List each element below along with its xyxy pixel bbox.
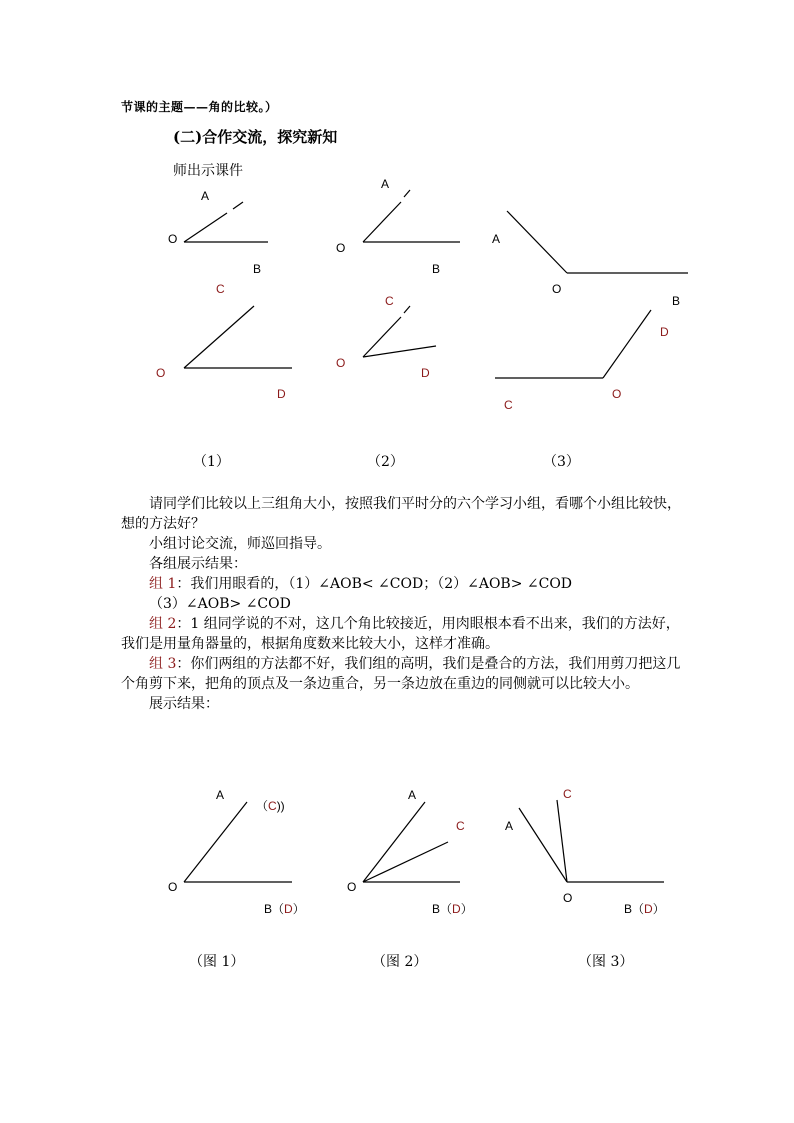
group-3-text: ：你们两组的方法都不好，我们组的高明，我们是叠合的方法，我们用剪刀把这几个角剪下来，把角的顶点及一条边重合，另一条边放在重边的同侧就可以比较大小。: [121, 656, 681, 692]
fig3-label-a: A: [492, 232, 501, 246]
fig-b2-ray-oa: [363, 802, 425, 882]
body-text: [121, 494, 681, 714]
fig-b2-d: D: [452, 902, 461, 916]
fig3-top-ray-oa: [507, 211, 567, 273]
fig2-label-d: D: [421, 366, 430, 380]
fig2-label-a: A: [381, 177, 390, 191]
fig-b1-label-a: A: [216, 788, 225, 802]
fig-b3-bd-close: ）: [652, 902, 665, 916]
top-figures: [0, 0, 794, 480]
fig3-label-c: C: [504, 398, 513, 412]
fig3-bottom-ray-od: [603, 310, 651, 378]
fig2-bottom-ray-oc: [363, 317, 401, 357]
bottom-caption-2: （图 2）: [372, 954, 428, 970]
fig2-top-ray-oa: [363, 202, 401, 242]
fig3-label-o-top: O: [552, 282, 562, 296]
group-2-result: [121, 614, 681, 654]
group-3-result: [121, 654, 681, 694]
fig-b1-label-bd: [264, 902, 305, 916]
fig-b1-b: B（: [264, 902, 285, 916]
fig-b2-bd-close: ）: [460, 902, 473, 916]
top-caption-3: （3）: [543, 454, 580, 470]
paragraph-question: 请同学们比较以上三组角大小，按照我们平时分的六个学习小组，看哪个小组比较快，想的方法好？: [121, 496, 681, 532]
fig-b2-label-a: A: [408, 788, 417, 802]
group-1-result: [121, 574, 681, 594]
fig-b1-close: )): [276, 799, 285, 813]
fig-b1-ray-oa: [184, 802, 247, 882]
fig-b3-d: D: [644, 902, 653, 916]
group-3-label: 组 3: [149, 656, 177, 672]
group-1-result-cont: （3）∠AOB> ∠COD: [149, 596, 291, 612]
bottom-caption-3: （图 3）: [578, 954, 634, 970]
fig2-label-o-top: O: [336, 241, 346, 255]
fig1-top-ray-oa: [184, 213, 227, 242]
top-caption-2: （2）: [367, 454, 404, 470]
group-1-text: ：我们用眼看的，（1）∠AOB< ∠COD；（2）∠AOB> ∠COD: [176, 576, 573, 592]
bottom-caption-1: （图 1）: [189, 954, 245, 970]
fig1-label-o-bottom: O: [156, 366, 166, 380]
group-2-text: ：1 组同学说的不对，这几个角比较接近，用肉眼根本看不出来，我们的方法好，我们是用量角器量的，根据角度数来比较大小，这样才准确。: [121, 616, 680, 652]
fig-b2-label-o: O: [347, 880, 357, 894]
fig2-bottom-ray-oc-tick: [404, 306, 410, 313]
fig-b3-b: B（: [624, 902, 645, 916]
fig-b3-label-bd: [624, 902, 665, 916]
fig1-label-d: D: [277, 387, 286, 401]
fig2-bottom-ray-od: [363, 346, 436, 357]
top-caption-1: （1）: [193, 454, 230, 470]
fig-b3-label-a: A: [505, 819, 514, 833]
fig1-top-ray-oa-tick: [233, 202, 243, 209]
fig3-label-o-bottom: O: [612, 387, 622, 401]
fig3-label-d: D: [660, 325, 669, 339]
fig-b3-label-o: O: [563, 891, 573, 905]
fig-b1-label-ac: [256, 799, 285, 813]
fig-b2-label-c: C: [456, 819, 465, 833]
paragraph-show-results: 展示结果：: [149, 696, 219, 712]
fig-b2-ray-oc: [363, 842, 448, 882]
fig2-label-b: B: [432, 262, 441, 276]
fig1-label-b: B: [253, 262, 262, 276]
paragraph-results-intro: 各组展示结果：: [149, 556, 247, 572]
fig-b1-d: D: [284, 902, 293, 916]
fig-b1-open: （: [256, 799, 269, 813]
fig1-label-a: A: [201, 189, 210, 203]
group-1-label: 组 1: [149, 576, 177, 592]
fig-b3-label-c: C: [563, 787, 572, 801]
fig2-label-o-bottom: O: [336, 356, 346, 370]
fig-b2-label-bd: [432, 902, 473, 916]
fig-b2-b: B（: [432, 902, 453, 916]
fig-b1-label-o: O: [168, 880, 178, 894]
fig-b3-ray-oa: [519, 808, 567, 882]
group-2-label: 组 2: [149, 616, 177, 632]
section-title: (二)合作交流，探究新知: [173, 128, 338, 146]
fig1-bottom-ray-oc: [184, 306, 254, 368]
fig-b1-bd-close: ）: [292, 902, 305, 916]
teacher-note: 师出示课件: [173, 163, 243, 179]
paragraph-discussion: 小组讨论交流，师巡回指导。: [149, 536, 331, 552]
fig-b1-c: C: [268, 799, 277, 813]
fig2-top-ray-oa-tick: [404, 190, 410, 197]
fig1-label-c: C: [216, 282, 225, 296]
fig2-label-c: C: [385, 294, 394, 308]
fig3-label-b: B: [672, 294, 681, 308]
fig-b3-ray-oc: [557, 800, 567, 882]
fig1-label-o-top: O: [168, 232, 178, 246]
intro-text: 节课的主题——角的比较。）: [121, 100, 278, 114]
